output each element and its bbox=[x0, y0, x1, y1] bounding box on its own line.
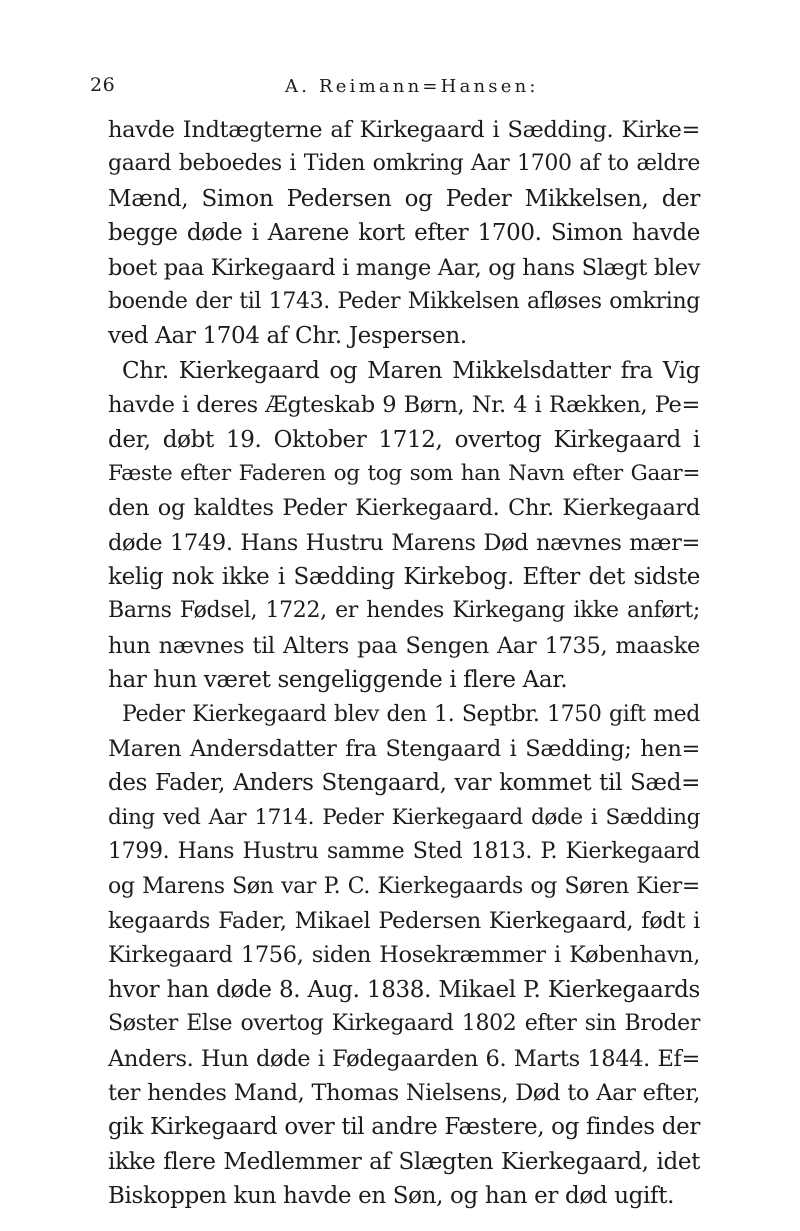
text-line: Chr. Kierkegaard og Maren Mikkelsdatter fra Vig bbox=[122, 357, 700, 384]
text-line: ding ved Aar 1714. Peder Kierkegaard døde i Sædding bbox=[108, 804, 700, 830]
text-line: 1799. Hans Hustru samme Sted 1813. P. Kierkegaard bbox=[108, 839, 700, 865]
text-line: hun nævnes til Alters paa Sengen Aar 1735, maaske bbox=[108, 632, 700, 659]
text-line: og Marens Søn var P. C. Kierkegaards og Søren Kier= bbox=[108, 873, 700, 899]
text-line: Mænd, Simon Pedersen og Peder Mikkelsen, der bbox=[108, 185, 700, 212]
text-line: Fæste efter Faderen og tog som han Navn efter Gaar= bbox=[108, 460, 700, 486]
text-line: Maren Andersdatter fra Stengaard i Sædding; hen= bbox=[108, 736, 700, 763]
text-line: den og kaldtes Peder Kierkegaard. Chr. Kierkegaard bbox=[108, 495, 700, 522]
text-line: Biskoppen kun havde en Søn, og han er død ugift. bbox=[108, 1183, 675, 1210]
text-line: gaard beboedes i Tiden omkring Aar 1700 af to ældre bbox=[108, 151, 700, 177]
body-text bbox=[108, 113, 700, 1214]
text-line: des Fader, Anders Stengaard, var kommet til Sæd= bbox=[108, 770, 700, 797]
text-line: ved Aar 1704 af Chr. Jespersen. bbox=[108, 323, 467, 350]
text-line: døde 1749. Hans Hustru Marens Død nævnes mær= bbox=[108, 529, 700, 556]
running-head: A. Reimann=Hansen: bbox=[285, 76, 539, 97]
text-line: kegaards Fader, Mikael Pedersen Kierkegaard, født i bbox=[108, 907, 700, 934]
text-line: boende der til 1743. Peder Mikkelsen afløses omkring bbox=[108, 288, 700, 314]
text-line: Søster Else overtog Kirkegaard 1802 efter sin Broder bbox=[108, 1011, 700, 1037]
text-line: gik Kirkegaard over til andre Fæstere, og findes der bbox=[108, 1114, 700, 1141]
text-line: ikke flere Medlemmer af Slægten Kierkegaard, idet bbox=[108, 1148, 700, 1175]
page-number: 26 bbox=[90, 74, 116, 96]
text-line: begge døde i Aarene kort efter 1700. Simon havde bbox=[108, 220, 700, 247]
text-line: havde Indtægterne af Kirkegaard i Sædding. Kirke= bbox=[108, 117, 700, 143]
text-line: hvor han døde 8. Aug. 1838. Mikael P. Kierkegaards bbox=[108, 976, 700, 1003]
text-line: kelig nok ikke i Sædding Kirkebog. Efter det sidste bbox=[108, 564, 700, 591]
text-line: har hun været sengeliggende i flere Aar. bbox=[108, 667, 568, 694]
text-line: boet paa Kirkegaard i mange Aar, og hans Slægt blev bbox=[108, 254, 701, 281]
text-line: der, døbt 19. Oktober 1712, overtog Kirkegaard i bbox=[108, 426, 700, 453]
text-line: Peder Kierkegaard blev den 1. Septbr. 1750 gift med bbox=[122, 701, 700, 727]
text-line: havde i deres Ægteskab 9 Børn, Nr. 4 i Rækken, Pe= bbox=[108, 392, 700, 419]
text-line: Anders. Hun døde i Fødegaarden 6. Marts 1844. Ef= bbox=[108, 1045, 700, 1072]
text-line: Kirkegaard 1756, siden Hosekræmmer i København, bbox=[108, 942, 700, 969]
text-line: Barns Fødsel, 1722, er hendes Kirkegang ikke anført; bbox=[108, 598, 700, 624]
text-line: ter hendes Mand, Thomas Nielsens, Død to Aar efter, bbox=[108, 1079, 700, 1106]
